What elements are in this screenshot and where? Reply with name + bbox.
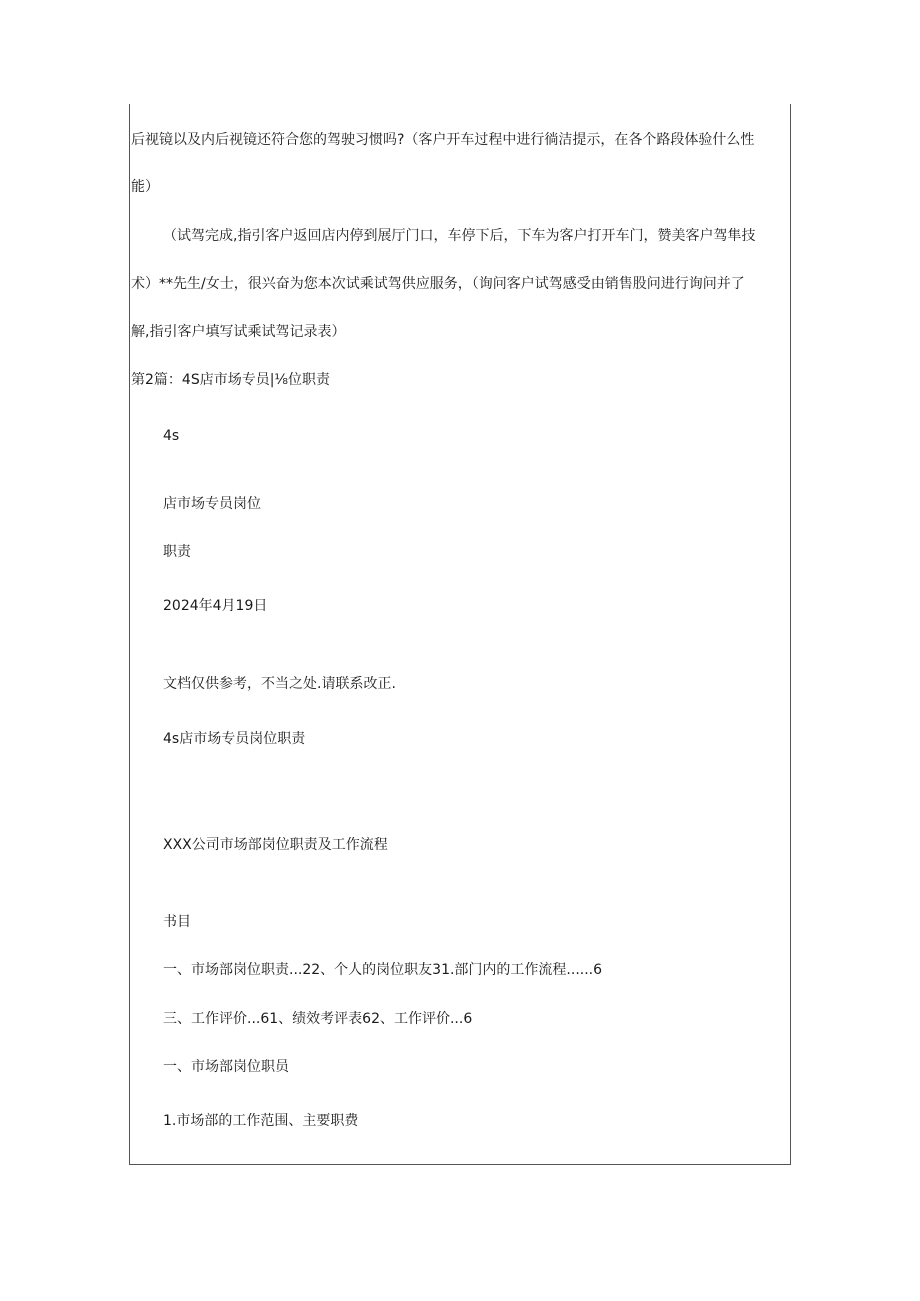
doc-title-part: 4s bbox=[163, 428, 180, 444]
page-border-frame bbox=[129, 104, 791, 1165]
section-heading: 一、市场部岗位职员 bbox=[163, 1059, 289, 1075]
paragraph-line: 解,指引客户填写试乘试驾记录表） bbox=[131, 324, 346, 340]
toc-line: 一、市场部岗位职责...22、个人的岗位职友31.部门内的工作流程......6 bbox=[163, 962, 603, 978]
company-title: XXX公司市场部岗位职责及工作流程 bbox=[163, 837, 388, 853]
doc-title-part: 店市场专员岗位 bbox=[163, 496, 261, 512]
doc-title-part: 职责 bbox=[163, 544, 191, 560]
section-heading: 第2篇：4S店市场专员|⅛位职责 bbox=[131, 372, 330, 388]
disclaimer: 文档仅供参考，不当之处.请联系改正. bbox=[163, 676, 396, 692]
toc-heading: 书目 bbox=[163, 914, 191, 930]
toc-line: 三、工作评价...61、绩效考评表62、工作评价...6 bbox=[163, 1011, 473, 1027]
doc-subtitle: 4s店市场专员岗位职责 bbox=[163, 731, 306, 747]
sub-heading: 1.市场部的工作范围、主要职费 bbox=[163, 1113, 359, 1129]
paragraph-line: （试驾完成,指引客户返回店内停到展厅门口，车停下后，下车为客户打开车门，赞美客户驾隼技 bbox=[163, 228, 756, 244]
paragraph-line: 后视镜以及内后视镜还符合您的驾驶习惯吗?（客户开车过程中进行徜洁提示，在各个路段体验什么性 bbox=[131, 132, 755, 148]
paragraph-line: 术）**先生/女士，很兴奋为您本次试乘试驾供应服务，（询问客户试驾感受由销售股问进行询问并了 bbox=[131, 276, 745, 292]
paragraph-line: 能） bbox=[131, 179, 159, 195]
doc-date: 2024年4月19日 bbox=[163, 598, 268, 614]
